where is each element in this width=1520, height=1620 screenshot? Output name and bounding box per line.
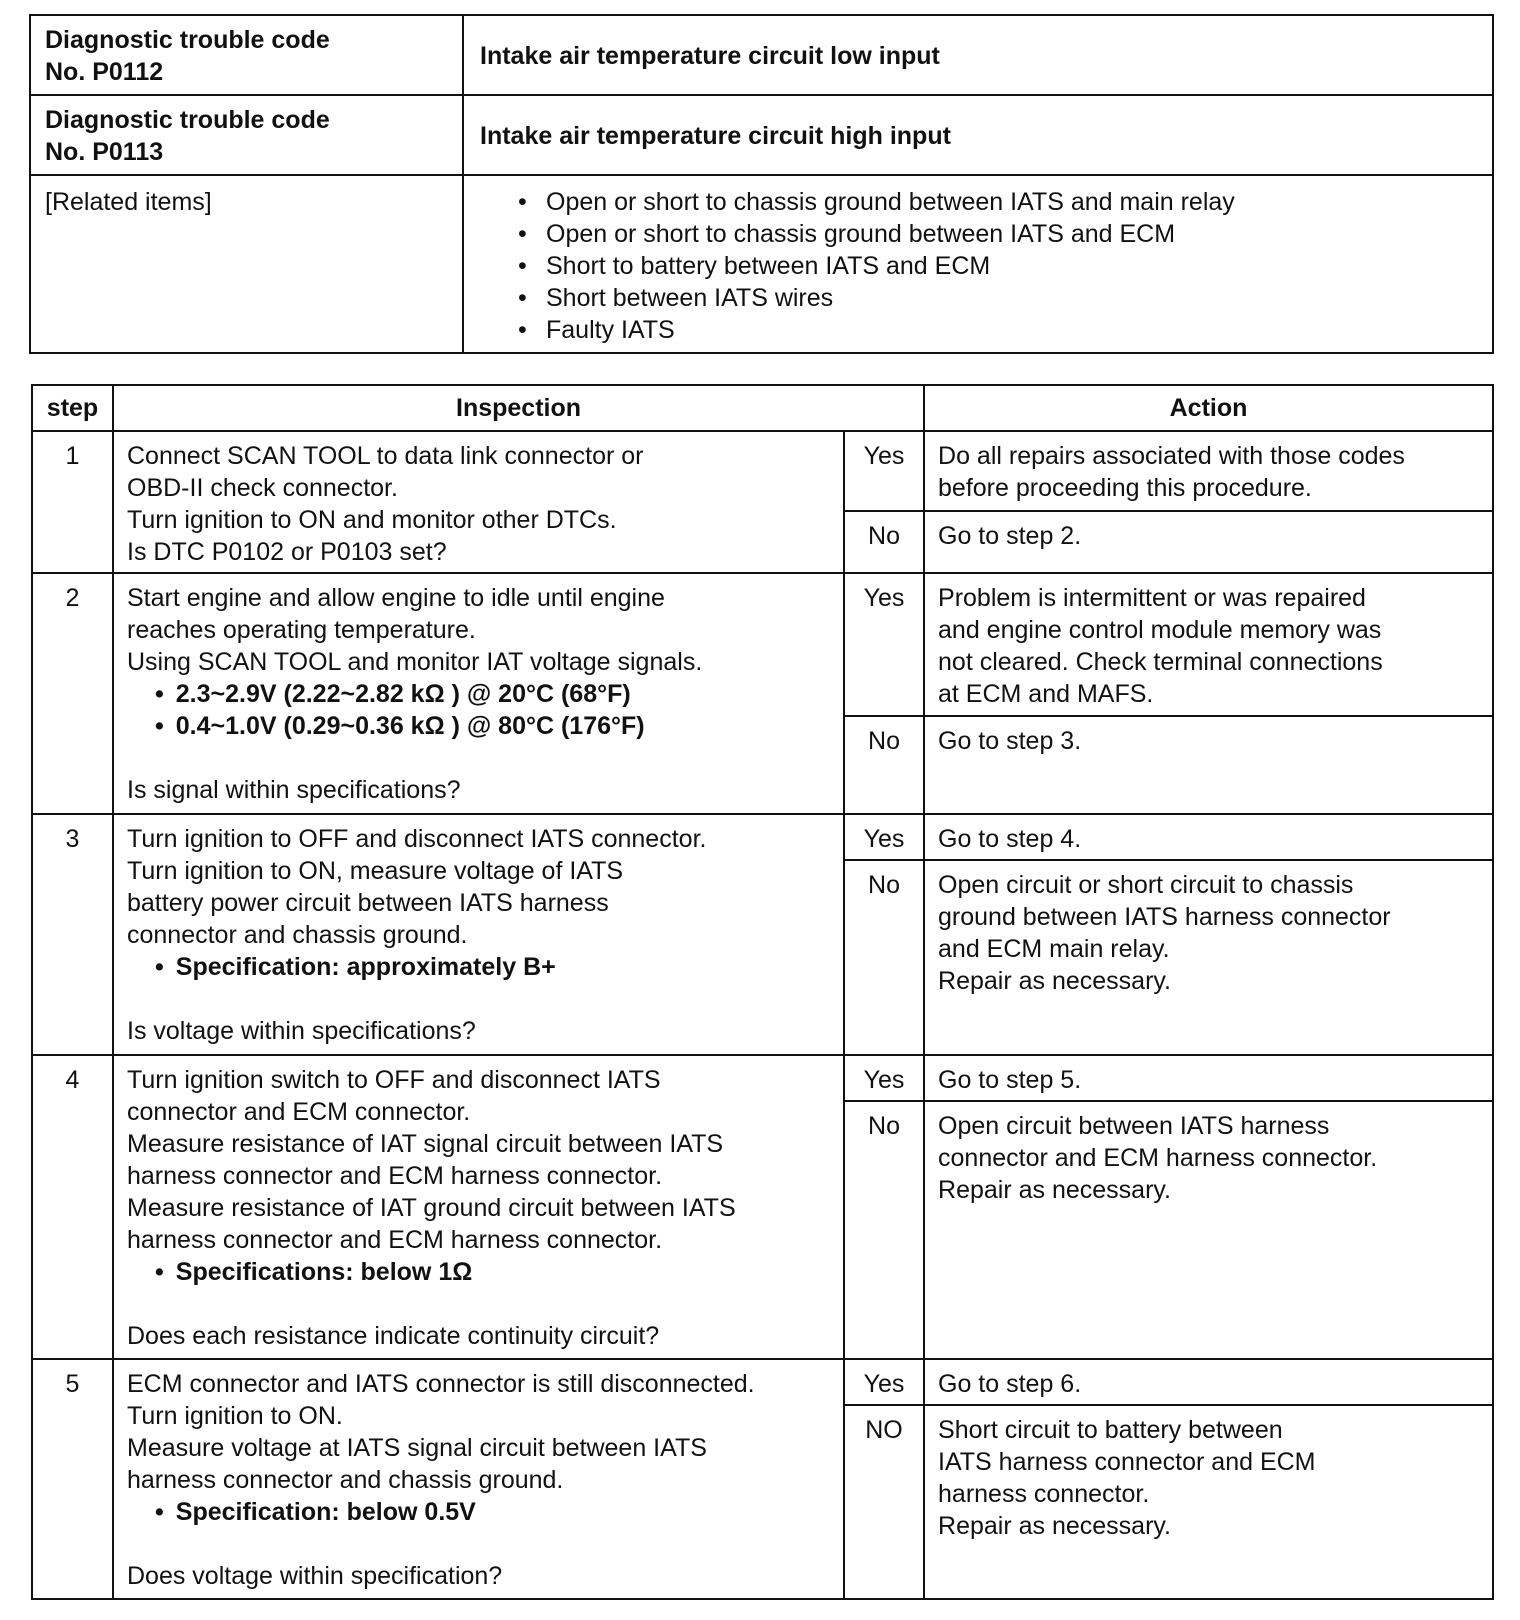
procedure-table xyxy=(31,384,1494,1600)
action-line: IATS harness connector and ECM xyxy=(938,1448,1316,1476)
specification: • Specification: approximately B+ xyxy=(127,951,833,983)
specification: • 0.4~1.0V (0.29~0.36 kΩ ) @ 80°C (176°F) xyxy=(127,710,833,742)
action-line: Open circuit or short circuit to chassis xyxy=(938,871,1354,899)
related-item: • Short to battery between IATS and ECM xyxy=(518,250,1478,282)
spacer xyxy=(127,742,833,774)
no-label: No xyxy=(844,860,924,1055)
yes-label: Yes xyxy=(844,1055,924,1101)
inspection-line: Connect SCAN TOOL to data link connector or xyxy=(127,442,644,470)
step-number: 2 xyxy=(32,573,113,814)
related-items-row xyxy=(30,175,1493,353)
action-line: Short circuit to battery between xyxy=(938,1416,1283,1444)
inspection-line: Using SCAN TOOL and monitor IAT voltage signals. xyxy=(127,648,703,676)
inspection-line: harness connector and ECM harness connector. xyxy=(127,1162,663,1190)
related-item: • Open or short to chassis ground between IATS and main relay xyxy=(518,186,1478,218)
dtc-code-number: No. P0112 xyxy=(45,58,164,86)
related-items-list xyxy=(478,186,1478,346)
column-header-step: step xyxy=(32,385,113,431)
action-line: at ECM and MAFS. xyxy=(938,680,1154,708)
specification: • Specifications: below 1Ω xyxy=(127,1256,833,1288)
action-line: Go to step 3. xyxy=(938,727,1082,755)
inspection-line: Measure resistance of IAT ground circuit between IATS xyxy=(127,1194,736,1222)
spacer xyxy=(127,1528,833,1560)
yes-label: Yes xyxy=(844,1359,924,1405)
action-line: Repair as necessary. xyxy=(938,967,1171,995)
dtc-header-table xyxy=(29,14,1494,354)
procedure-header-row xyxy=(32,385,1493,431)
step-inspection xyxy=(113,1055,844,1359)
dtc-code-cell xyxy=(30,95,463,175)
action-line: Repair as necessary. xyxy=(938,1176,1171,1204)
dtc-description: Intake air temperature circuit high input xyxy=(463,95,1493,175)
step-inspection xyxy=(113,814,844,1055)
inspection-line: Start engine and allow engine to idle until engine xyxy=(127,584,665,612)
no-action xyxy=(924,860,1493,1055)
step-number: 1 xyxy=(32,431,113,573)
related-items-cell xyxy=(463,175,1493,353)
inspection-line: connector and chassis ground. xyxy=(127,921,468,949)
action-line: before proceeding this procedure. xyxy=(938,474,1312,502)
column-header-action: Action xyxy=(924,385,1493,431)
inspection-line: Measure voltage at IATS signal circuit between IATS xyxy=(127,1434,707,1462)
no-action xyxy=(924,1101,1493,1359)
yes-action xyxy=(924,1359,1493,1405)
yes-label: Yes xyxy=(844,573,924,716)
inspection-line: Is DTC P0102 or P0103 set? xyxy=(127,538,447,566)
inspection-line: Turn ignition to ON and monitor other DTCs. xyxy=(127,506,617,534)
yes-label: Yes xyxy=(844,431,924,511)
inspection-line: harness connector and ECM harness connector. xyxy=(127,1226,663,1254)
action-line: Go to step 6. xyxy=(938,1370,1082,1398)
step-number: 3 xyxy=(32,814,113,1055)
no-label: No xyxy=(844,716,924,814)
action-line: and ECM main relay. xyxy=(938,935,1170,963)
action-line: Go to step 2. xyxy=(938,522,1082,550)
yes-action xyxy=(924,1055,1493,1101)
no-label: No xyxy=(844,511,924,573)
step-inspection xyxy=(113,1359,844,1599)
action-line: harness connector. xyxy=(938,1480,1150,1508)
no-action xyxy=(924,1405,1493,1599)
inspection-line: Turn ignition switch to OFF and disconnect IATS xyxy=(127,1066,661,1094)
inspection-question: Is voltage within specifications? xyxy=(127,1017,476,1045)
no-label: NO xyxy=(844,1405,924,1599)
yes-label: Yes xyxy=(844,814,924,860)
action-line: and engine control module memory was xyxy=(938,616,1382,644)
action-line: Repair as necessary. xyxy=(938,1512,1171,1540)
inspection-line: connector and ECM connector. xyxy=(127,1098,471,1126)
inspection-line: harness connector and chassis ground. xyxy=(127,1466,564,1494)
related-item: • Open or short to chassis ground between IATS and ECM xyxy=(518,218,1478,250)
dtc-code-label: Diagnostic trouble code xyxy=(45,106,330,134)
inspection-line: Turn ignition to ON, measure voltage of IATS xyxy=(127,857,624,885)
inspection-line: ECM connector and IATS connector is still disconnected. xyxy=(127,1370,755,1398)
inspection-line: battery power circuit between IATS harness xyxy=(127,889,609,917)
inspection-line: reaches operating temperature. xyxy=(127,616,476,644)
step-5-yes-row xyxy=(32,1359,1493,1405)
action-line: connector and ECM harness connector. xyxy=(938,1144,1378,1172)
inspection-line: Turn ignition to ON. xyxy=(127,1402,343,1430)
dtc-code-number: No. P0113 xyxy=(45,138,164,166)
inspection-question: Does each resistance indicate continuity circuit? xyxy=(127,1322,660,1350)
step-4-yes-row xyxy=(32,1055,1493,1101)
action-line: Go to step 5. xyxy=(938,1066,1082,1094)
no-action xyxy=(924,511,1493,573)
yes-action xyxy=(924,814,1493,860)
inspection-line: Turn ignition to OFF and disconnect IATS connector. xyxy=(127,825,707,853)
yes-action xyxy=(924,573,1493,716)
dtc-row-p0112 xyxy=(30,15,1493,95)
action-line: Go to step 4. xyxy=(938,825,1082,853)
step-inspection xyxy=(113,431,844,573)
column-header-inspection: Inspection xyxy=(113,385,924,431)
inspection-line: OBD-II check connector. xyxy=(127,474,398,502)
dtc-description: Intake air temperature circuit low input xyxy=(463,15,1493,95)
step-inspection xyxy=(113,573,844,814)
no-label: No xyxy=(844,1101,924,1359)
action-line: Do all repairs associated with those codes xyxy=(938,442,1405,470)
specification: • Specification: below 0.5V xyxy=(127,1496,833,1528)
no-action xyxy=(924,716,1493,814)
action-line: ground between IATS harness connector xyxy=(938,903,1391,931)
action-line: not cleared. Check terminal connections xyxy=(938,648,1383,676)
step-number: 5 xyxy=(32,1359,113,1599)
step-1-yes-row xyxy=(32,431,1493,511)
dtc-row-p0113 xyxy=(30,95,1493,175)
related-item: • Faulty IATS xyxy=(518,314,1478,346)
inspection-question: Is signal within specifications? xyxy=(127,776,461,804)
step-number: 4 xyxy=(32,1055,113,1359)
related-item: • Short between IATS wires xyxy=(518,282,1478,314)
spacer xyxy=(127,1288,833,1320)
action-line: Open circuit between IATS harness xyxy=(938,1112,1330,1140)
action-line: Problem is intermittent or was repaired xyxy=(938,584,1366,612)
specification: • 2.3~2.9V (2.22~2.82 kΩ ) @ 20°C (68°F) xyxy=(127,678,833,710)
related-items-label: [Related items] xyxy=(30,175,463,353)
inspection-question: Does voltage within specification? xyxy=(127,1562,503,1590)
dtc-code-cell xyxy=(30,15,463,95)
step-2-yes-row xyxy=(32,573,1493,716)
step-3-yes-row xyxy=(32,814,1493,860)
inspection-line: Measure resistance of IAT signal circuit between IATS xyxy=(127,1130,724,1158)
dtc-code-label: Diagnostic trouble code xyxy=(45,26,330,54)
yes-action xyxy=(924,431,1493,511)
spacer xyxy=(127,983,833,1015)
